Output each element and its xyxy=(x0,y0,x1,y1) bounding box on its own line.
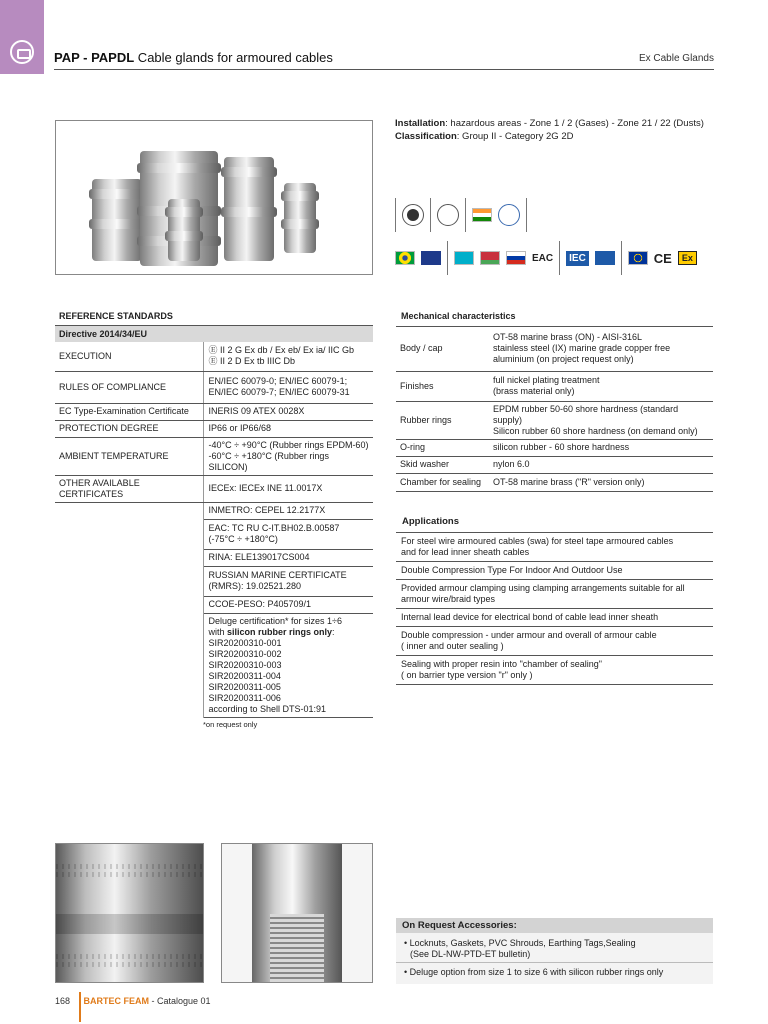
table-row: PROTECTION DEGREE IP66 or IP66/68 xyxy=(55,420,373,437)
table-row: EXECUTION Ⓔ II 2 G Ex db / Ex eb/ Ex ia/ IIC Gb Ⓔ II 2 D Ex tb IIIC Db xyxy=(55,342,373,371)
table-row: Rubber rings EPDM rubber 50-60 shore hardness (standard supply) Silicon rubber 60 shore hardness (on demand only) xyxy=(396,401,713,439)
reference-heading: REFERENCE STANDARDS xyxy=(59,311,173,321)
ex-mark: Ex xyxy=(678,251,697,265)
page-footer xyxy=(55,996,211,1006)
kazakhstan-flag-icon xyxy=(454,251,474,265)
directive-heading: Directive 2014/34/EU xyxy=(55,325,373,342)
table-row: OTHER AVAILABLE CERTIFICATES IECEx: IECEx INE 11.0017X xyxy=(55,475,373,502)
table-row: EAC: TC RU C-IT.BH02.B.00587 (-75°C ÷ +180°C) xyxy=(55,519,373,549)
eu-flag-icon xyxy=(628,251,648,265)
marine-register-logo-icon xyxy=(437,204,459,226)
mechanical-heading: Mechanical characteristics xyxy=(396,311,713,327)
table-row: RINA: ELE139017CS004 xyxy=(55,549,373,566)
table-row: CCOE-PESO: P405709/1 xyxy=(55,596,373,613)
table-row: Body / cap OT-58 marine brass (ON) - AISI-316L stainless steel (IX) marine grade copper free aluminium (on project request only) xyxy=(396,327,713,371)
iecex-logo-icon xyxy=(595,251,615,265)
deluge-cert: Deluge certification* for sizes 1÷6 with silicon rubber rings only: SIR20200310-001 SIR20200310-002 SIR20200310-003 SIR20200311-004 SIR20200311-005 SIR20200311-006 according to Shell DTS-01:91 xyxy=(203,613,373,717)
page-number: 168 xyxy=(55,996,71,1006)
cert-logos-row-2 xyxy=(395,241,697,275)
cable-gland-icon xyxy=(10,40,34,64)
applications xyxy=(396,516,713,685)
peso-logo-icon xyxy=(498,204,520,226)
eac-mark: EAC xyxy=(532,252,554,264)
list-item: Provided armour clamping using clamping arrangements suitable for all armour wire/braid types xyxy=(396,580,713,609)
accessories-box xyxy=(396,918,713,984)
list-item: • Deluge option from size 1 to size 6 with silicon rubber rings only xyxy=(404,967,664,977)
table-row: RUSSIAN MARINE CERTIFICATE (RMRS): 19.02521.280 xyxy=(55,566,373,596)
table-row: Chamber for sealing OT-58 marine brass ("R" version only) xyxy=(396,473,713,491)
india-flag-icon xyxy=(472,208,492,222)
cert-logos-row-1 xyxy=(395,197,527,233)
product-photo xyxy=(55,120,373,275)
table-row: EC Type-Examination Certificate INERIS 09 ATEX 0028X xyxy=(55,403,373,420)
table-row: O-ring silicon rubber - 60 shore hardness xyxy=(396,439,713,456)
mechanical-table xyxy=(396,327,713,492)
list-item: • Locknuts, Gaskets, PVC Shrouds, Earthing Tags,Sealing (See DL-NW-PTD-ET bulletin) xyxy=(404,938,636,959)
section-name: Ex Cable Glands xyxy=(638,53,714,64)
reference-table xyxy=(55,342,373,718)
list-item: Sealing with proper resin into "chamber of sealing" ( on barrier type version "r" only ) xyxy=(396,656,713,685)
russia-flag-icon xyxy=(506,251,526,265)
list-item: Internal lead device for electrical bond of cable lead inner sheath xyxy=(396,609,713,627)
belarus-flag-icon xyxy=(480,251,500,265)
table-row xyxy=(55,613,373,717)
catalogue-label: - Catalogue 01 xyxy=(149,996,211,1006)
page-title: PAP - PAPDL Cable glands for armoured cables xyxy=(54,50,333,65)
table-row: Finishes full nickel plating treatment (brass material only) xyxy=(396,371,713,401)
brand-name: BARTEC FEAM xyxy=(83,996,150,1006)
ce-mark: CE xyxy=(653,250,672,266)
page-header xyxy=(54,50,714,70)
applications-heading: Applications xyxy=(396,516,713,533)
table-row: INMETRO: CEPEL 12.2177X xyxy=(55,502,373,519)
reference-standards xyxy=(55,311,373,729)
list-item: Double compression - under armour and overall of armour cable ( inner and outer sealing ) xyxy=(396,627,713,656)
footnote: *on request only xyxy=(203,719,258,729)
inmetro-logo-icon xyxy=(421,251,441,265)
section-tab xyxy=(0,0,44,74)
mechanical-characteristics xyxy=(396,311,713,492)
detail-photo-right xyxy=(221,843,373,983)
list-item: Double Compression Type For Indoor And Outdoor Use xyxy=(396,562,713,580)
installation-info: Installation: hazardous areas - Zone 1 / 2 (Gases) - Zone 21 / 22 (Dusts) Classification: Group II - Category 2G 2D xyxy=(395,118,704,142)
table-row: Skid washer nylon 6.0 xyxy=(396,456,713,473)
accessories-heading: On Request Accessories: xyxy=(396,918,713,933)
detail-photo-left xyxy=(55,843,204,983)
table-row: AMBIENT TEMPERATURE -40°C ÷ +90°C (Rubber rings EPDM-60) -60°C ÷ +180°C (Rubber rings SILICON) xyxy=(55,437,373,475)
list-item: For steel wire armoured cables (swa) for steel tape armoured cables and for lead inner sheath cables xyxy=(396,533,713,562)
table-row: RULES OF COMPLIANCE EN/IEC 60079-0; EN/IEC 60079-1; EN/IEC 60079-7; EN/IEC 60079-31 xyxy=(55,371,373,403)
seal-logo-icon xyxy=(402,204,424,226)
iec-mark: IEC xyxy=(566,251,589,266)
brazil-flag-icon xyxy=(395,251,415,265)
